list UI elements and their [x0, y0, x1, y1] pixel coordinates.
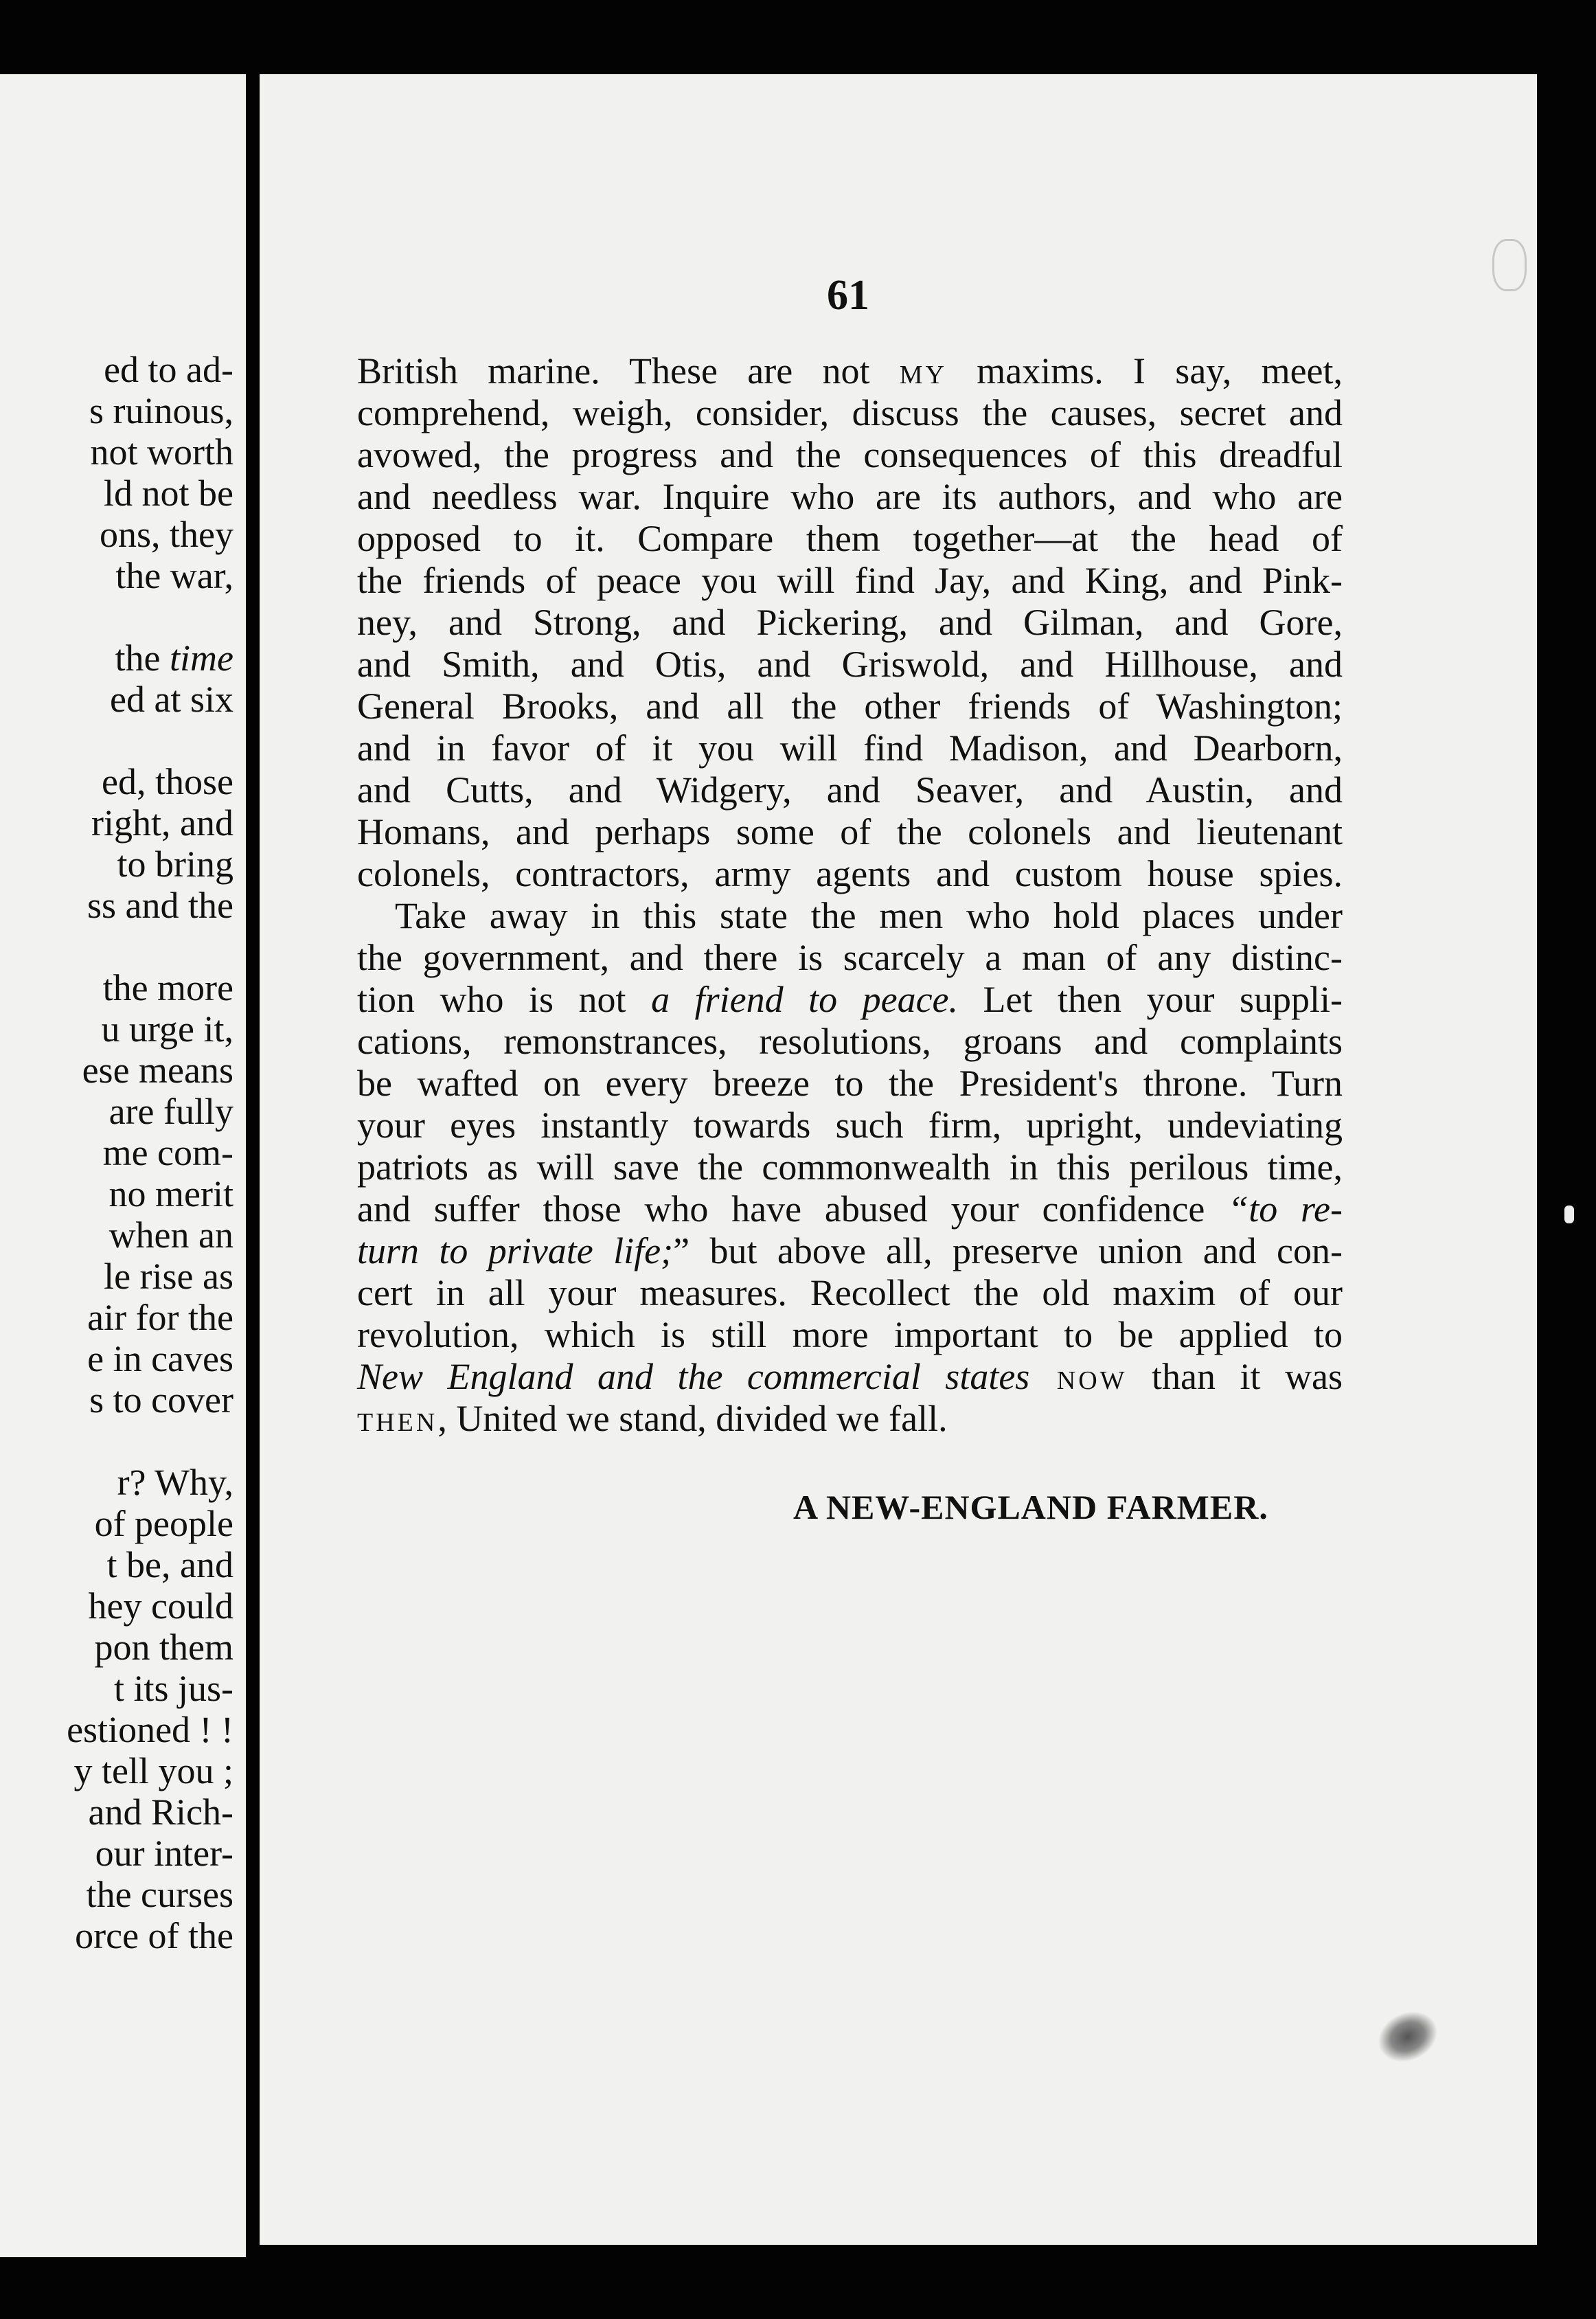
left-page-line: no merit [109, 1173, 233, 1214]
text-line: cations, remonstrances, resolutions, groans and complaints [357, 1021, 1343, 1062]
left-page-line: air for the [87, 1297, 233, 1338]
edge-mark [1564, 1206, 1574, 1223]
text-line: tion who is not a friend to peace. Let then your suppli- [357, 979, 1343, 1020]
left-page-line: s ruinous, [89, 390, 233, 431]
text-line: the friends of peace you will find Jay, and King, and Pink- [357, 560, 1343, 601]
left-page-line: s to cover [89, 1379, 233, 1421]
left-page-line: our inter- [95, 1833, 233, 1874]
text-line: patriots as will save the commonwealth in this perilous time, [357, 1146, 1343, 1188]
left-page-line: right, and [91, 802, 233, 844]
text-line: turn to private life;” but above all, preserve union and con- [357, 1230, 1343, 1271]
text-line: cert in all your measures. Recollect the old maxim of our [357, 1272, 1343, 1313]
text-line: the government, and there is scarcely a man of any distinc- [357, 937, 1343, 978]
left-page-line: hey could [88, 1585, 233, 1627]
page-number: 61 [827, 272, 869, 319]
left-page-line: the curses [86, 1874, 233, 1915]
left-page-line: and Rich- [88, 1791, 233, 1833]
text-line: ney, and Strong, and Pickering, and Gilman, and Gore, [357, 602, 1343, 643]
left-page-line: ed, those [102, 761, 233, 802]
text-line: then, United we stand, divided we fall. [357, 1398, 948, 1439]
text-line: Take away in this state the men who hold places under [395, 895, 1343, 936]
signature: A NEW-ENGLAND FARMER. [793, 1488, 1268, 1526]
text-line: British marine. These are not my maxims. I say, meet, [357, 350, 1343, 392]
text-line: avowed, the progress and the consequences of this dreadful [357, 434, 1343, 475]
stamp-mark [1492, 239, 1527, 291]
text-line: revolution, which is still more important to be applied to [357, 1314, 1343, 1355]
text-line: your eyes instantly towards such firm, upright, undeviating [357, 1105, 1343, 1146]
left-page-line: when an [109, 1214, 233, 1256]
left-page-line: e in caves [87, 1338, 233, 1379]
text-line: and in favor of it you will find Madison, and Dearborn, [357, 727, 1343, 769]
left-page-fragment [0, 74, 246, 2257]
left-page-line: t be, and [106, 1544, 233, 1585]
left-page-line: u urge it, [101, 1008, 233, 1050]
left-page-line: ed at six [110, 679, 233, 720]
text-line: comprehend, weigh, consider, discuss the causes, secret and [357, 392, 1343, 433]
text-line: and Cutts, and Widgery, and Seaver, and Austin, and [357, 769, 1343, 811]
left-page-line: the time [115, 637, 233, 679]
left-page-line: ld not be [104, 473, 233, 514]
left-page-line: r? Why, [117, 1462, 233, 1503]
left-page-line: le rise as [104, 1256, 233, 1297]
left-page-line: the more [102, 967, 233, 1008]
left-page-line: y tell you ; [73, 1750, 233, 1791]
left-page-line: pon them [94, 1627, 233, 1668]
left-page-line: estioned ! ! [67, 1709, 233, 1750]
text-line: General Brooks, and all the other friends of Washington; [357, 686, 1343, 727]
text-line: opposed to it. Compare them together—at the head of [357, 518, 1343, 559]
left-page-line: to bring [117, 844, 233, 885]
text-line: colonels, contractors, army agents and custom house spies. [357, 853, 1343, 894]
text-line: and Smith, and Otis, and Griswold, and Hillhouse, and [357, 644, 1343, 685]
left-page-line: of people [94, 1503, 233, 1544]
left-page-line: are fully [109, 1091, 233, 1132]
left-page-line: ons, they [100, 514, 233, 555]
left-page-line: ese means [82, 1050, 233, 1091]
text-line: and suffer those who have abused your confidence “to re- [357, 1188, 1343, 1230]
left-page-line: me com- [102, 1132, 233, 1173]
left-page-line: ss and the [87, 885, 233, 926]
text-line: and needless war. Inquire who are its authors, and who are [357, 476, 1343, 517]
left-page-line: ed to ad- [104, 349, 233, 390]
text-line: New England and the commercial states now than it was [357, 1356, 1343, 1397]
body-text [357, 350, 1343, 1440]
left-page-line: orce of the [75, 1915, 233, 1956]
left-page-line: the war, [115, 555, 233, 596]
left-page-line: t its jus- [113, 1668, 233, 1709]
left-page-line: not worth [90, 431, 233, 473]
text-line: Homans, and perhaps some of the colonels and lieutenant [357, 811, 1343, 852]
text-line: be wafted on every breeze to the President's throne. Turn [357, 1063, 1343, 1104]
